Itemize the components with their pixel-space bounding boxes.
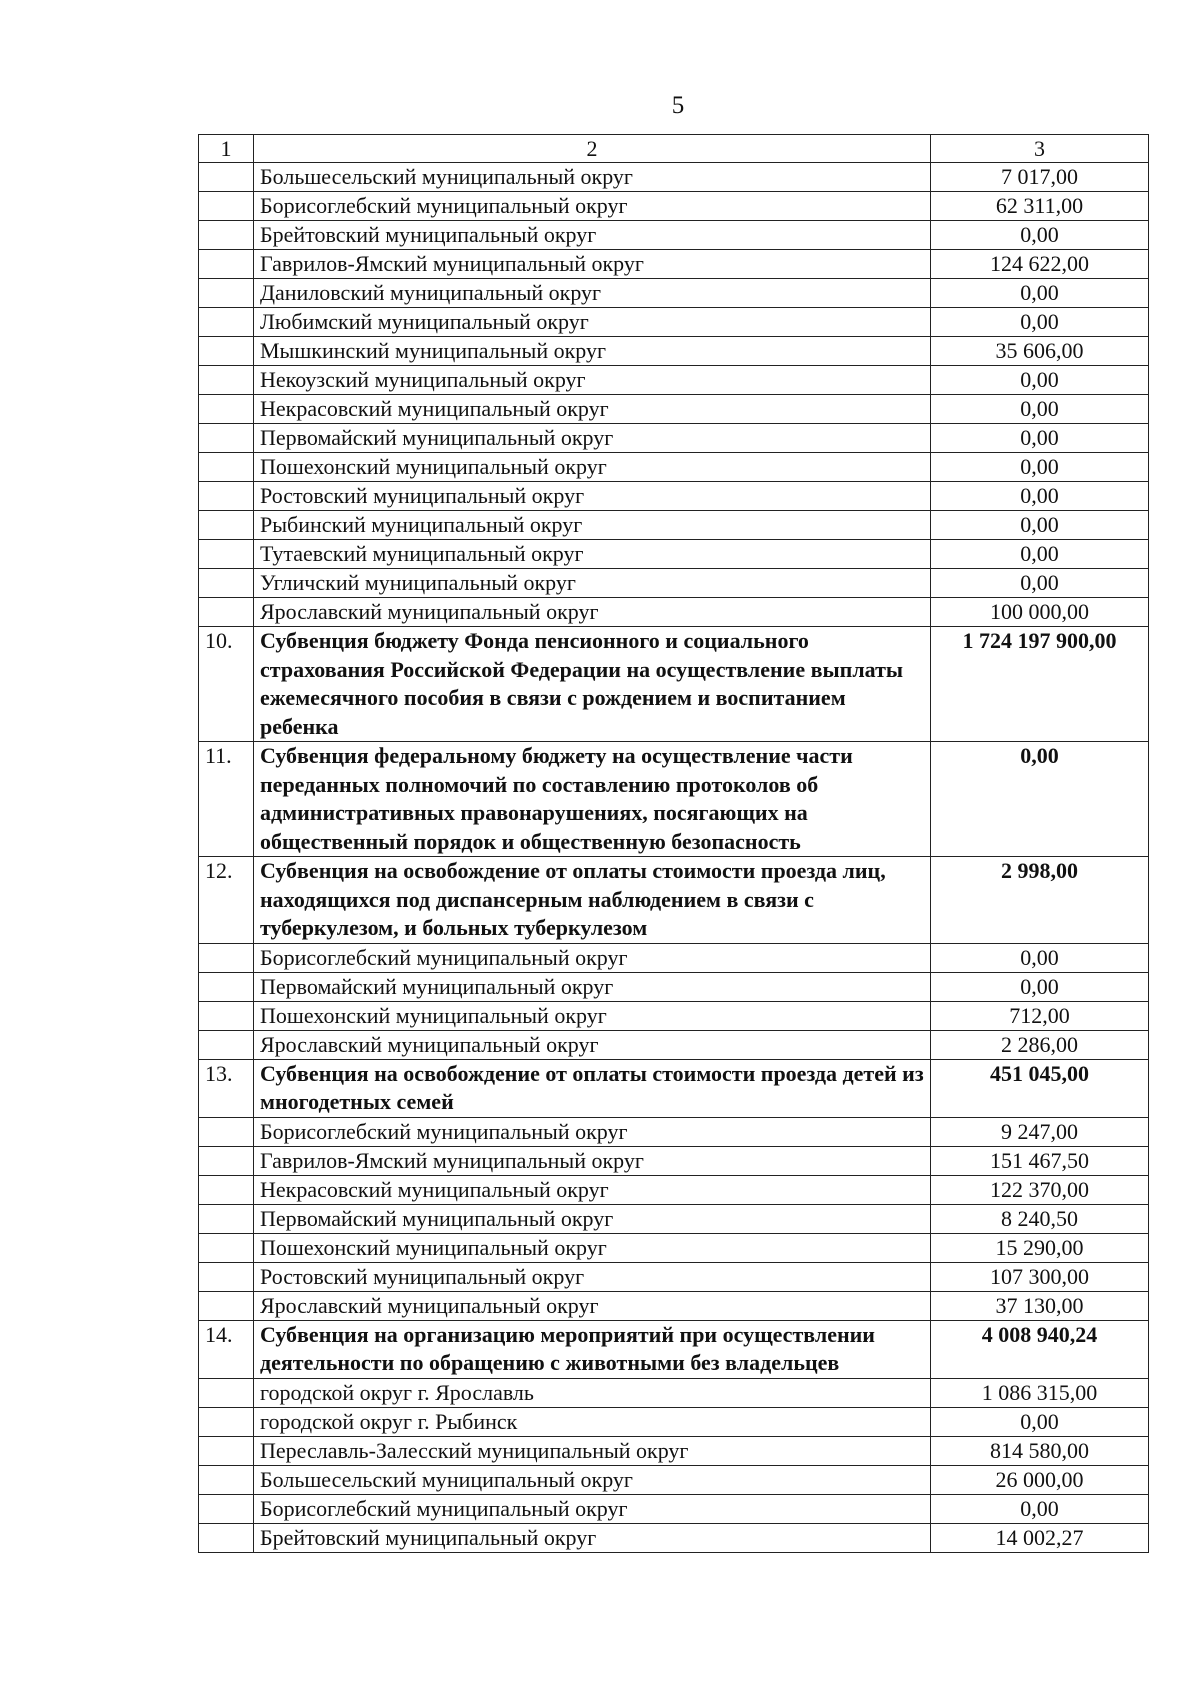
district-name: Гаврилов-Ямский муниципальный округ — [254, 1146, 931, 1175]
district-name: Первомайский муниципальный округ — [254, 972, 931, 1001]
table-row — [199, 337, 1149, 366]
subvention-table — [198, 134, 1149, 1553]
empty-number-cell — [199, 1117, 254, 1146]
empty-number-cell — [199, 1465, 254, 1494]
district-amount: 0,00 — [931, 366, 1149, 395]
empty-number-cell — [199, 1204, 254, 1233]
empty-number-cell — [199, 163, 254, 192]
district-name: Рыбинский муниципальный округ — [254, 511, 931, 540]
section-title: Субвенция федеральному бюджету на осуществление части переданных полномочий по составлению протоколов об административных правонарушениях, посягающих на общественный порядок и общественную безопасность — [254, 742, 931, 857]
table-row — [199, 424, 1149, 453]
empty-number-cell — [199, 943, 254, 972]
table-row — [199, 1146, 1149, 1175]
district-name: Большесельский муниципальный округ — [254, 1465, 931, 1494]
table-row — [199, 1030, 1149, 1059]
district-amount: 0,00 — [931, 279, 1149, 308]
district-amount: 100 000,00 — [931, 598, 1149, 627]
district-name: Ярославский муниципальный округ — [254, 1030, 931, 1059]
section-row — [199, 742, 1149, 857]
section-amount: 0,00 — [931, 742, 1149, 857]
district-name: Гаврилов-Ямский муниципальный округ — [254, 250, 931, 279]
district-name: Пошехонский муниципальный округ — [254, 453, 931, 482]
district-name: Некоузский муниципальный округ — [254, 366, 931, 395]
district-name: Ростовский муниципальный округ — [254, 482, 931, 511]
district-name: Борисоглебский муниципальный округ — [254, 1494, 931, 1523]
district-name: Большесельский муниципальный округ — [254, 163, 931, 192]
empty-number-cell — [199, 1407, 254, 1436]
section-title: Субвенция на организацию мероприятий при осуществлении деятельности по обращению с животными без владельцев — [254, 1320, 931, 1378]
empty-number-cell — [199, 1523, 254, 1552]
district-name: Ярославский муниципальный округ — [254, 1291, 931, 1320]
district-name: городской округ г. Рыбинск — [254, 1407, 931, 1436]
empty-number-cell — [199, 1291, 254, 1320]
table-row — [199, 1117, 1149, 1146]
empty-number-cell — [199, 1030, 254, 1059]
table-row — [199, 1465, 1149, 1494]
table-row — [199, 163, 1149, 192]
district-amount: 0,00 — [931, 1494, 1149, 1523]
district-name: Тутаевский муниципальный округ — [254, 540, 931, 569]
column-header-3: 3 — [931, 135, 1149, 163]
district-amount: 0,00 — [931, 395, 1149, 424]
section-number: 13. — [199, 1059, 254, 1117]
district-amount: 0,00 — [931, 308, 1149, 337]
table-row — [199, 1378, 1149, 1407]
section-row — [199, 1059, 1149, 1117]
empty-number-cell — [199, 598, 254, 627]
district-amount: 0,00 — [931, 972, 1149, 1001]
district-name: Брейтовский муниципальный округ — [254, 1523, 931, 1552]
table-row — [199, 1436, 1149, 1465]
empty-number-cell — [199, 424, 254, 453]
table-row — [199, 192, 1149, 221]
section-number: 11. — [199, 742, 254, 857]
district-amount: 9 247,00 — [931, 1117, 1149, 1146]
district-name: Даниловский муниципальный округ — [254, 279, 931, 308]
table-row — [199, 250, 1149, 279]
section-number: 14. — [199, 1320, 254, 1378]
empty-number-cell — [199, 395, 254, 424]
section-title: Субвенция бюджету Фонда пенсионного и социального страхования Российской Федерации на осуществление выплаты ежемесячного пособия в связи с рождением и воспитанием ребенка — [254, 627, 931, 742]
table-row — [199, 1407, 1149, 1436]
district-name: Первомайский муниципальный округ — [254, 424, 931, 453]
section-row — [199, 627, 1149, 742]
table-row — [199, 511, 1149, 540]
district-name: Пошехонский муниципальный округ — [254, 1233, 931, 1262]
table-row — [199, 1233, 1149, 1262]
district-amount: 62 311,00 — [931, 192, 1149, 221]
table-row — [199, 569, 1149, 598]
empty-number-cell — [199, 221, 254, 250]
table-row — [199, 366, 1149, 395]
table-body — [199, 135, 1149, 1553]
district-amount: 37 130,00 — [931, 1291, 1149, 1320]
section-number: 10. — [199, 627, 254, 742]
empty-number-cell — [199, 453, 254, 482]
table-row — [199, 482, 1149, 511]
district-name: Ростовский муниципальный округ — [254, 1262, 931, 1291]
district-name: Пошехонский муниципальный округ — [254, 1001, 931, 1030]
empty-number-cell — [199, 192, 254, 221]
table-row — [199, 1494, 1149, 1523]
empty-number-cell — [199, 482, 254, 511]
section-number: 12. — [199, 857, 254, 944]
district-amount: 2 286,00 — [931, 1030, 1149, 1059]
table-row — [199, 1204, 1149, 1233]
table-row — [199, 1175, 1149, 1204]
district-amount: 814 580,00 — [931, 1436, 1149, 1465]
district-name: Борисоглебский муниципальный округ — [254, 192, 931, 221]
section-title: Субвенция на освобождение от оплаты стоимости проезда детей из многодетных семей — [254, 1059, 931, 1117]
table-row — [199, 972, 1149, 1001]
district-amount: 107 300,00 — [931, 1262, 1149, 1291]
district-amount: 7 017,00 — [931, 163, 1149, 192]
section-amount: 2 998,00 — [931, 857, 1149, 944]
empty-number-cell — [199, 972, 254, 1001]
district-amount: 8 240,50 — [931, 1204, 1149, 1233]
empty-number-cell — [199, 366, 254, 395]
district-name: Брейтовский муниципальный округ — [254, 221, 931, 250]
empty-number-cell — [199, 250, 254, 279]
district-amount: 0,00 — [931, 221, 1149, 250]
section-amount: 4 008 940,24 — [931, 1320, 1149, 1378]
empty-number-cell — [199, 279, 254, 308]
table-row — [199, 540, 1149, 569]
empty-number-cell — [199, 1436, 254, 1465]
empty-number-cell — [199, 1262, 254, 1291]
district-amount: 0,00 — [931, 511, 1149, 540]
empty-number-cell — [199, 511, 254, 540]
district-name: городской округ г. Ярославль — [254, 1378, 931, 1407]
table-row — [199, 308, 1149, 337]
empty-number-cell — [199, 1175, 254, 1204]
district-name: Мышкинский муниципальный округ — [254, 337, 931, 366]
table-row — [199, 395, 1149, 424]
empty-number-cell — [199, 1001, 254, 1030]
section-row — [199, 1320, 1149, 1378]
column-header-2: 2 — [254, 135, 931, 163]
empty-number-cell — [199, 1378, 254, 1407]
district-name: Угличский муниципальный округ — [254, 569, 931, 598]
section-title: Субвенция на освобождение от оплаты стоимости проезда лиц, находящихся под диспансерным наблюдением в связи с туберкулезом, и больных туберкулезом — [254, 857, 931, 944]
district-amount: 14 002,27 — [931, 1523, 1149, 1552]
district-amount: 26 000,00 — [931, 1465, 1149, 1494]
district-amount: 151 467,50 — [931, 1146, 1149, 1175]
district-amount: 0,00 — [931, 569, 1149, 598]
empty-number-cell — [199, 1494, 254, 1523]
section-row — [199, 857, 1149, 944]
district-name: Борисоглебский муниципальный округ — [254, 1117, 931, 1146]
district-amount: 1 086 315,00 — [931, 1378, 1149, 1407]
table-row — [199, 943, 1149, 972]
district-amount: 0,00 — [931, 943, 1149, 972]
empty-number-cell — [199, 308, 254, 337]
district-amount: 0,00 — [931, 1407, 1149, 1436]
district-name: Борисоглебский муниципальный округ — [254, 943, 931, 972]
page-number: 5 — [671, 92, 685, 119]
district-amount: 35 606,00 — [931, 337, 1149, 366]
district-amount: 0,00 — [931, 482, 1149, 511]
district-name: Ярославский муниципальный округ — [254, 598, 931, 627]
section-amount: 1 724 197 900,00 — [931, 627, 1149, 742]
table-row — [199, 1291, 1149, 1320]
district-name: Переславль-Залесский муниципальный округ — [254, 1436, 931, 1465]
table-row — [199, 1001, 1149, 1030]
district-amount: 122 370,00 — [931, 1175, 1149, 1204]
table-row — [199, 598, 1149, 627]
district-amount: 124 622,00 — [931, 250, 1149, 279]
column-header-row — [199, 135, 1149, 163]
section-amount: 451 045,00 — [931, 1059, 1149, 1117]
district-amount: 712,00 — [931, 1001, 1149, 1030]
district-name: Любимский муниципальный округ — [254, 308, 931, 337]
district-amount: 0,00 — [931, 453, 1149, 482]
district-amount: 15 290,00 — [931, 1233, 1149, 1262]
table-row — [199, 1523, 1149, 1552]
district-amount: 0,00 — [931, 424, 1149, 453]
table-row — [199, 279, 1149, 308]
district-name: Первомайский муниципальный округ — [254, 1204, 931, 1233]
district-name: Некрасовский муниципальный округ — [254, 1175, 931, 1204]
empty-number-cell — [199, 337, 254, 366]
empty-number-cell — [199, 1146, 254, 1175]
column-header-1: 1 — [199, 135, 254, 163]
table-row — [199, 1262, 1149, 1291]
table-row — [199, 453, 1149, 482]
empty-number-cell — [199, 540, 254, 569]
district-name: Некрасовский муниципальный округ — [254, 395, 931, 424]
empty-number-cell — [199, 569, 254, 598]
district-amount: 0,00 — [931, 540, 1149, 569]
table-row — [199, 221, 1149, 250]
empty-number-cell — [199, 1233, 254, 1262]
